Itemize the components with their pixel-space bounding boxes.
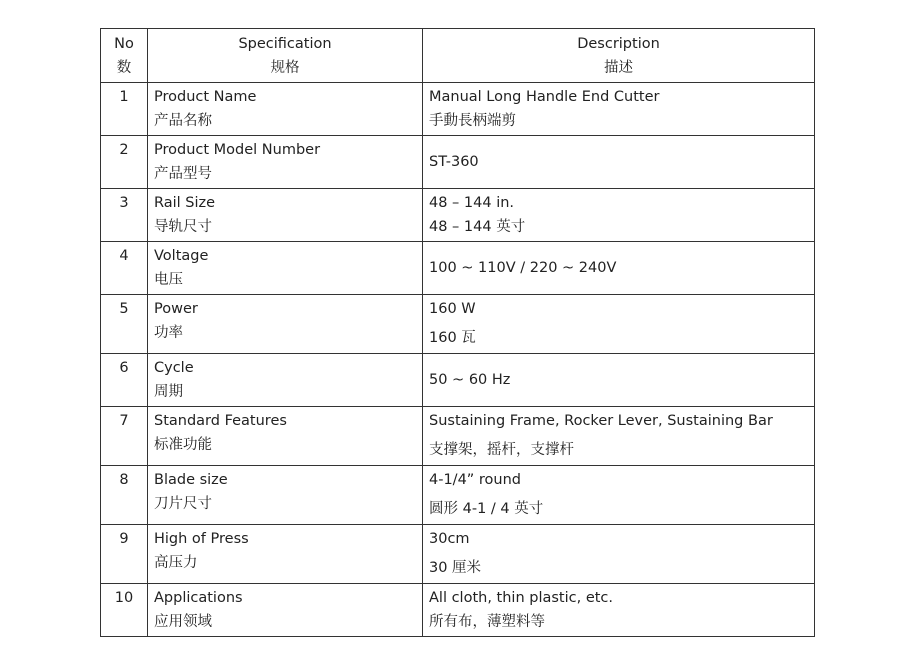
spec-en: Blade size bbox=[154, 472, 228, 488]
row-number: 3 bbox=[101, 189, 148, 242]
desc-line-1: Manual Long Handle End Cutter bbox=[429, 89, 660, 105]
header-no-en: No bbox=[114, 36, 134, 52]
spec-cell bbox=[148, 525, 423, 584]
desc-cell bbox=[423, 525, 815, 584]
desc-line-1: 160 W bbox=[429, 301, 476, 317]
spec-en: Applications bbox=[154, 590, 243, 606]
desc-line-1: ST-360 bbox=[429, 154, 479, 170]
table-row bbox=[101, 354, 815, 407]
spec-en: Power bbox=[154, 301, 198, 317]
desc-line-1: Sustaining Frame, Rocker Lever, Sustaining Bar bbox=[429, 413, 773, 429]
desc-line-2: 所有布，薄塑料等 bbox=[429, 614, 545, 630]
header-desc bbox=[423, 29, 815, 83]
table-row bbox=[101, 407, 815, 466]
row-number: 2 bbox=[101, 136, 148, 189]
row-number: 9 bbox=[101, 525, 148, 584]
spec-cell bbox=[148, 83, 423, 136]
spec-zh: 刀片尺寸 bbox=[154, 496, 212, 512]
row-number: 7 bbox=[101, 407, 148, 466]
header-no-zh: 数 bbox=[116, 60, 132, 76]
desc-line-2: 48 – 144 英寸 bbox=[429, 219, 526, 235]
desc-line-1: 30cm bbox=[429, 531, 470, 547]
spec-zh: 周期 bbox=[154, 384, 183, 400]
desc-line-1: 100 ~ 110V / 220 ~ 240V bbox=[429, 260, 617, 276]
desc-cell bbox=[423, 136, 815, 189]
table-row bbox=[101, 295, 815, 354]
table-row bbox=[101, 83, 815, 136]
desc-line-1: 4-1/4” round bbox=[429, 472, 522, 488]
desc-line-1: 50 ~ 60 Hz bbox=[429, 372, 511, 388]
spec-zh: 电压 bbox=[154, 272, 183, 288]
row-number: 5 bbox=[101, 295, 148, 354]
row-number: 8 bbox=[101, 466, 148, 525]
header-no bbox=[101, 29, 148, 83]
desc-cell bbox=[423, 584, 815, 637]
spec-table bbox=[100, 28, 815, 637]
desc-cell bbox=[423, 354, 815, 407]
desc-cell bbox=[423, 295, 815, 354]
row-number: 10 bbox=[101, 584, 148, 637]
table-header-row bbox=[101, 29, 815, 83]
spec-zh: 产品型号 bbox=[154, 166, 212, 182]
table-row bbox=[101, 584, 815, 637]
header-desc-zh: 描述 bbox=[604, 60, 633, 76]
spec-zh: 高压力 bbox=[154, 555, 198, 571]
desc-line-2: 支撑架，摇杆，支撑杆 bbox=[429, 442, 574, 458]
spec-cell bbox=[148, 407, 423, 466]
row-number: 1 bbox=[101, 83, 148, 136]
spec-cell bbox=[148, 354, 423, 407]
spec-en: High of Press bbox=[154, 531, 249, 547]
desc-line-1: 48 – 144 in. bbox=[429, 195, 515, 211]
spec-cell bbox=[148, 584, 423, 637]
spec-en: Standard Features bbox=[154, 413, 287, 429]
row-number: 6 bbox=[101, 354, 148, 407]
spec-en: Rail Size bbox=[154, 195, 216, 211]
desc-cell bbox=[423, 242, 815, 295]
header-spec bbox=[148, 29, 423, 83]
header-spec-zh: 规格 bbox=[270, 60, 300, 76]
row-number: 4 bbox=[101, 242, 148, 295]
desc-line-1: All cloth, thin plastic, etc. bbox=[429, 590, 614, 606]
table-row bbox=[101, 189, 815, 242]
table-row bbox=[101, 242, 815, 295]
table-row bbox=[101, 466, 815, 525]
spec-cell bbox=[148, 466, 423, 525]
desc-cell bbox=[423, 189, 815, 242]
desc-cell bbox=[423, 83, 815, 136]
spec-cell bbox=[148, 136, 423, 189]
header-spec-en: Specification bbox=[238, 36, 332, 52]
table-row bbox=[101, 525, 815, 584]
spec-zh: 应用领域 bbox=[154, 614, 212, 630]
desc-line-2: 圆形 4-1 / 4 英寸 bbox=[429, 501, 544, 517]
desc-line-2: 160 瓦 bbox=[429, 330, 476, 346]
spec-zh: 功率 bbox=[154, 325, 183, 341]
desc-cell bbox=[423, 466, 815, 525]
spec-en: Voltage bbox=[154, 248, 209, 264]
spec-en: Cycle bbox=[154, 360, 194, 376]
spec-zh: 导轨尺寸 bbox=[154, 219, 212, 235]
spec-zh: 标准功能 bbox=[154, 437, 212, 453]
spec-zh: 产品名称 bbox=[154, 113, 212, 129]
spec-cell bbox=[148, 189, 423, 242]
desc-cell bbox=[423, 407, 815, 466]
spec-en: Product Model Number bbox=[154, 142, 321, 158]
spec-en: Product Name bbox=[154, 89, 257, 105]
header-desc-en: Description bbox=[577, 36, 660, 52]
table-row bbox=[101, 136, 815, 189]
spec-cell bbox=[148, 242, 423, 295]
desc-line-2: 手動長柄端剪 bbox=[429, 113, 516, 129]
desc-line-2: 30 厘米 bbox=[429, 560, 482, 576]
spec-cell bbox=[148, 295, 423, 354]
